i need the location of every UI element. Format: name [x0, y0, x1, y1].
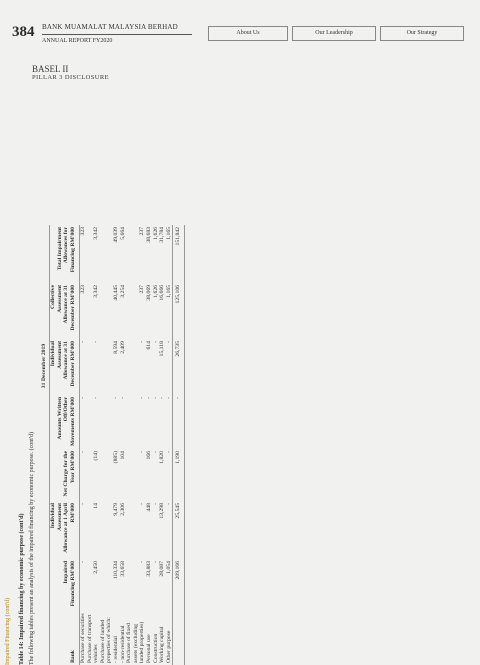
- table-cell: -: [152, 341, 159, 343]
- table-cell: -: [139, 503, 146, 505]
- page-number: 384: [12, 24, 35, 40]
- table-cell: (14): [93, 451, 100, 461]
- table-cell: 2,450: [93, 561, 100, 574]
- table-cell: 104: [119, 451, 126, 460]
- table-cell: 448: [145, 503, 152, 512]
- table-row: [87, 225, 100, 665]
- table-cell: 49,039: [113, 226, 119, 243]
- table-row: [153, 225, 160, 665]
- nav-about-us[interactable]: About Us: [208, 26, 288, 41]
- table-cell: -: [139, 451, 146, 453]
- row-label: - residential: [113, 635, 119, 663]
- table-cell: 614: [145, 341, 152, 350]
- table-cell: -: [165, 503, 172, 505]
- table-row: [120, 225, 127, 665]
- total-cell: 25,545: [173, 501, 185, 559]
- col-header: Individual Assessment Allowance at 31 December RM'000: [50, 339, 80, 395]
- table-cell: -: [139, 397, 146, 399]
- table-cell: 38,683: [145, 226, 152, 243]
- table-cell: 166: [145, 451, 152, 460]
- table-row: [126, 225, 146, 665]
- table-cell: [100, 395, 113, 449]
- table-cell: -: [80, 561, 87, 563]
- table-cell: 1,626: [152, 226, 159, 240]
- table-cell: -: [119, 397, 126, 399]
- header-divider: [42, 34, 192, 35]
- table-cell: -: [80, 503, 87, 505]
- table-cell: (885): [113, 451, 119, 464]
- table-cell: [100, 559, 113, 609]
- table-cell: 5,664: [119, 226, 126, 240]
- table-cell: 3,342: [93, 226, 100, 240]
- table-row: [80, 225, 87, 665]
- col-header: Collective Assessment Allowance at 31 December RM'000: [50, 283, 80, 339]
- table-row: [166, 225, 173, 665]
- total-row: [173, 225, 185, 665]
- table-cell: 2,409: [119, 341, 126, 354]
- table-cell: 110,334: [113, 561, 119, 580]
- row-label: Other purpose: [165, 630, 172, 663]
- total-cell: 125,106: [173, 283, 185, 339]
- table-row: [113, 225, 120, 665]
- table-cell: [100, 449, 113, 501]
- impaired-financing-subheading: Impaired Financing (cont'd): [5, 597, 11, 665]
- total-cell: 151,842: [173, 225, 185, 283]
- table-cell: -: [93, 397, 100, 399]
- table-row: [146, 225, 153, 665]
- bank-name: BANK MUAMALAT MALAYSIA BERHAD: [42, 23, 178, 31]
- table-cell: 1,054: [165, 561, 172, 574]
- table-cell: 323: [80, 284, 87, 294]
- table-cell: 3,342: [93, 284, 100, 298]
- total-cell: 26,735: [173, 339, 185, 395]
- table-cell: 9,479: [113, 503, 119, 516]
- row-label: Purchase of landed properties of which:: [99, 617, 113, 663]
- table-cell: [100, 501, 113, 559]
- section-title: BASEL II: [32, 64, 69, 74]
- table-cell: -: [93, 341, 100, 343]
- year-header: 31 December 2019: [41, 283, 50, 449]
- table-cell: -: [113, 397, 119, 399]
- page-header: [0, 0, 480, 66]
- table-cell: -: [80, 397, 87, 399]
- table-cell: -: [139, 341, 146, 343]
- table-cell: -: [165, 451, 172, 453]
- table-cell: 1,820: [159, 451, 166, 464]
- row-label: Construction: [152, 633, 159, 663]
- table-cell: 237: [139, 284, 146, 294]
- row-label: Purchase of securities: [80, 613, 87, 663]
- table-cell: 1,165: [165, 284, 172, 298]
- table-cell: [100, 225, 113, 283]
- row-label: Working capital: [159, 626, 166, 663]
- table-cell: 237: [139, 226, 146, 236]
- report-title: ANNUAL REPORT FY2020: [42, 38, 113, 44]
- table-cell: 1,165: [165, 226, 172, 240]
- col-header: Net Charge for the Year RM'000: [50, 449, 80, 501]
- table-cell: -: [152, 451, 159, 453]
- table-cell: 38,069: [145, 284, 152, 301]
- table-cell: 28,087: [159, 561, 166, 577]
- total-cell: -: [173, 395, 185, 449]
- table-cell: 15,118: [159, 341, 166, 357]
- col-header: Impaired Financing RM'000: [50, 559, 80, 609]
- col-header: Individual Assessment Allowance at 1 April RM'000: [50, 501, 80, 559]
- table-cell: 323: [80, 226, 87, 236]
- table-cell: -: [145, 397, 152, 399]
- table-cell: [100, 339, 113, 395]
- table-cell: 3,254: [119, 284, 126, 298]
- row-label: Purchase of transport vehicles: [86, 614, 100, 663]
- table-cell: 33,883: [145, 561, 152, 577]
- section-subtitle: PILLAR 3 DISCLOSURE: [32, 74, 109, 81]
- table-title: Table 14: Impaired financing by economic purpose (cont'd): [19, 513, 25, 665]
- table-cell: 31,784: [159, 226, 166, 243]
- table-description: The following tables present an analysis of the impaired financing by economic purpose. (cont'd): [29, 431, 35, 665]
- total-cell: [173, 609, 185, 665]
- rotated-page-content: [0, 225, 213, 665]
- table-cell: 2,306: [119, 503, 126, 516]
- table-cell: -: [80, 341, 87, 343]
- row-label: Personal use: [145, 634, 152, 663]
- table-cell: 13,298: [159, 503, 166, 519]
- row-label: Purchase of fixed assets (excluding landed properties): [126, 621, 146, 663]
- total-cell: 1,190: [173, 449, 185, 501]
- col-header: Amounts Written Off/Other Movements RM'000: [50, 395, 80, 449]
- table-row: [100, 225, 113, 665]
- table-cell: [100, 283, 113, 339]
- table-cell: 1,626: [152, 284, 159, 298]
- table-cell: 14: [93, 503, 100, 509]
- col-header: Total Impairment Allowances for Financing RM'000: [50, 225, 80, 283]
- table-cell: -: [152, 397, 159, 399]
- table-cell: 40,445: [113, 284, 119, 301]
- table-cell: -: [80, 451, 87, 453]
- table-cell: -: [165, 341, 172, 343]
- table-cell: 33,658: [119, 561, 126, 577]
- table-cell: -: [159, 397, 166, 399]
- table-row: [159, 225, 166, 665]
- table-cell: -: [139, 561, 146, 563]
- nav-our-strategy[interactable]: Our Strategy: [380, 26, 464, 41]
- table-cell: -: [152, 561, 159, 563]
- impaired-financing-table: [41, 225, 185, 665]
- table-cell: 16,666: [159, 284, 166, 301]
- row-label: - non-residential: [119, 625, 126, 663]
- table-cell: -: [165, 397, 172, 399]
- table-cell: 8,594: [113, 341, 119, 354]
- nav-our-leadership[interactable]: Our Leadership: [292, 26, 376, 41]
- total-cell: 209,166: [173, 559, 185, 609]
- table-cell: -: [152, 503, 159, 505]
- col-header: Bank: [50, 609, 80, 665]
